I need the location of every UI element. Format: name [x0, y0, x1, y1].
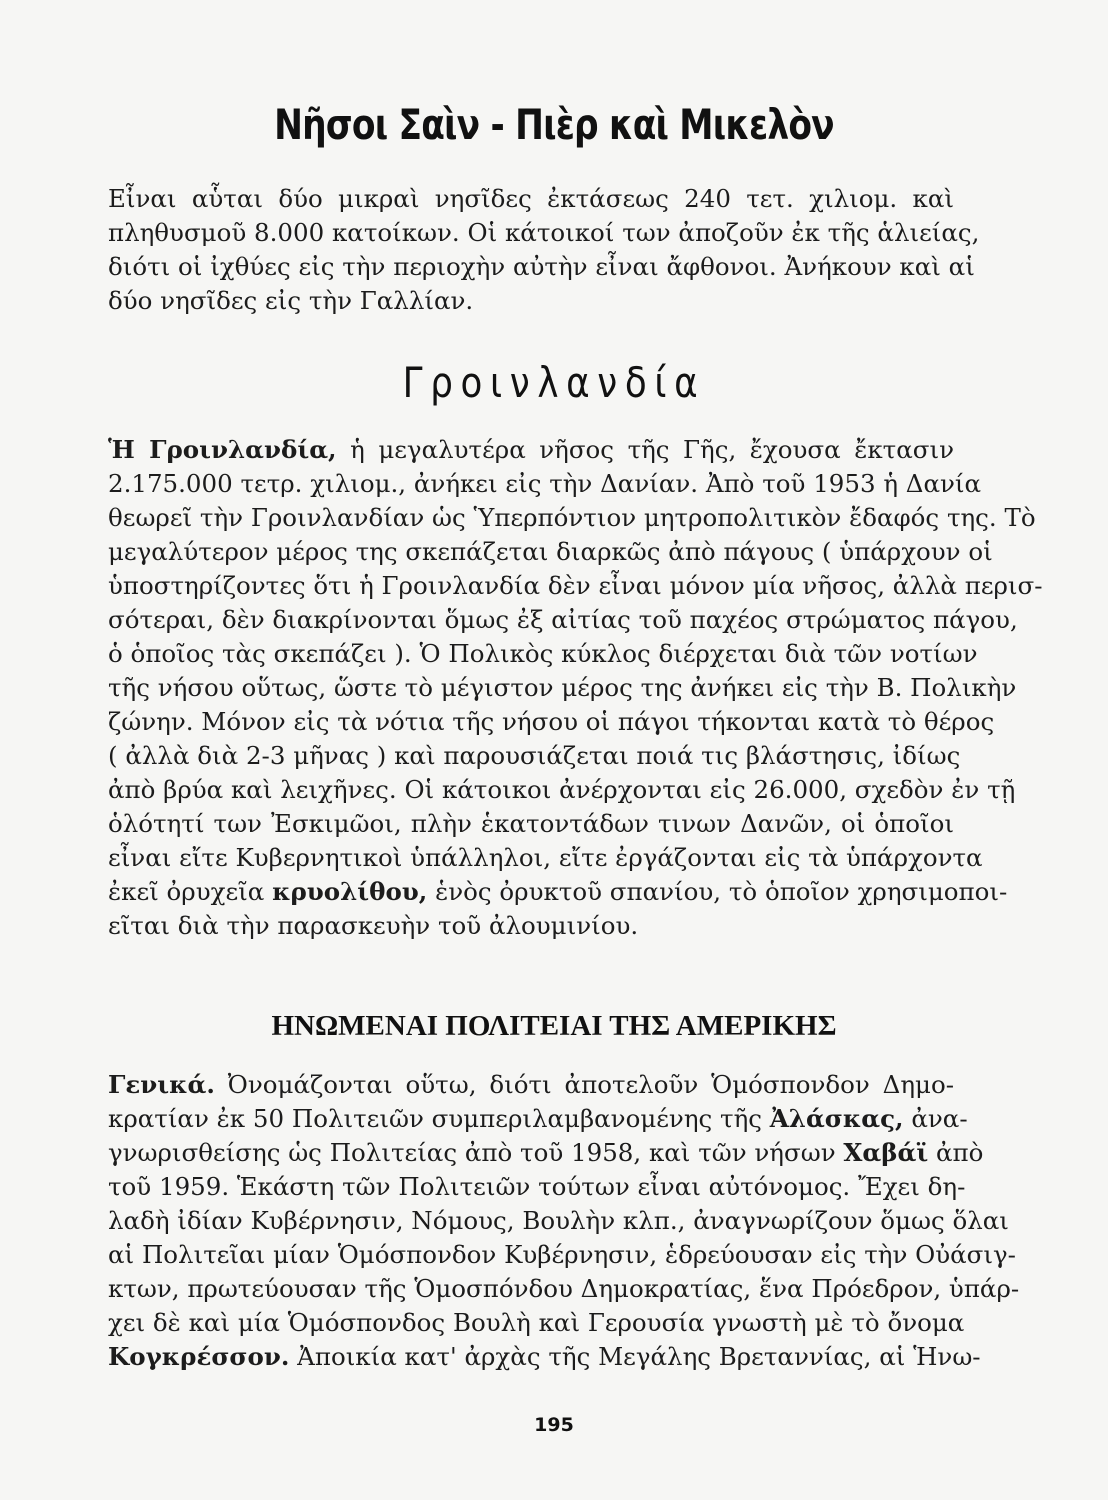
text-line: σότεραι, δὲν διακρίνονται ὅμως ἐξ αἰτίας τοῦ παχέος στρώματος πάγου,	[108, 605, 1018, 634]
text-line	[108, 1340, 981, 1374]
text-line: μεγαλύτερον μέρος της σκεπάζεται διαρκῶς ἀπὸ πάγους ( ὑπάρχουν οἱ	[108, 537, 993, 566]
paragraph-greenland	[108, 433, 1043, 943]
text-line: ὁλότητί των Ἐσκιμῶοι, πλὴν ἑκατοντάδων τινων Δανῶν, οἱ ὁποῖοι	[108, 809, 954, 838]
page-number: 195	[534, 1414, 574, 1436]
text-line: 2.175.000 τετρ. χιλιομ., ἀνήκει εἰς τὴν Δανίαν. Ἀπὸ τοῦ 1953 ἡ Δανία	[108, 469, 982, 498]
text-run: κρατίαν ἐκ 50 Πολιτειῶν συμπεριλαμβανομένης τῆς	[108, 1104, 770, 1133]
text-run: ἀνα-	[903, 1104, 968, 1133]
text-run: ἐκεῖ ὀρυχεῖα	[108, 877, 273, 906]
section-title-saint-pierre: Νῆσοι Σαὶν - Πιὲρ καὶ Μικελὸν	[274, 100, 834, 149]
text-line: πληθυσμοῦ 8.000 κατοίκων. Οἱ κάτοικοί των ἀποζοῦν ἐκ τῆς ἁλιείας,	[108, 218, 980, 247]
text-line	[108, 1136, 984, 1170]
bold-term: Κογκρέσσον.	[108, 1342, 290, 1371]
text-run: Ὀνομάζονται οὕτω, διότι ἀποτελοῦν Ὁμόσπονδον Δημο-	[214, 1070, 954, 1099]
text-run: ἑνὸς ὀρυκτοῦ σπανίου, τὸ ὁποῖον χρησιμοποι-	[427, 877, 1008, 906]
text-run: ἀπὸ	[928, 1138, 984, 1167]
text-line: ζώνην. Μόνον εἰς τὰ νότια τῆς νήσου οἱ πάγοι τήκονται κατὰ τὸ θέρος	[108, 707, 995, 736]
text-line	[108, 875, 1008, 909]
text-line: διότι οἱ ἰχθύες εἰς τὴν περιοχὴν αὐτὴν εἶναι ἄφθονοι. Ἀνήκουν καὶ αἱ	[108, 252, 975, 281]
paragraph-saint-pierre	[108, 182, 980, 318]
text-run: ἡ μεγαλυτέρα νῆσος τῆς Γῆς, ἔχουσα ἔκτασιν	[336, 435, 954, 464]
text-line: ὁ ὁποῖος τὰς σκεπάζει ). Ὁ Πολικὸς κύκλος διέρχεται διὰ τῶν νοτίων	[108, 639, 978, 668]
bold-term: Ἡ Γροινλανδία,	[108, 435, 337, 464]
bold-term: Ἀλάσκας,	[769, 1104, 904, 1133]
text-line: ( ἀλλὰ διὰ 2-3 μῆνας ) καὶ παρουσιάζεται ποιά τις βλάστησις, ἰδίως	[108, 741, 961, 770]
text-line: ἀπὸ βρύα καὶ λειχῆνες. Οἱ κάτοικοι ἀνέρχονται εἰς 26.000, σχεδὸν ἐν τῇ	[108, 775, 1016, 804]
text-line: αἱ Πολιτεῖαι μίαν Ὁμόσπονδον Κυβέρνησιν, ἑδρεύουσαν εἰς τὴν Οὐάσιγ-	[108, 1240, 1016, 1269]
text-line: χει δὲ καὶ μία Ὁμόσπονδος Βουλὴ καὶ Γερουσία γνωστὴ μὲ τὸ ὄνομα	[108, 1308, 965, 1337]
text-line: τοῦ 1959. Ἑκάστη τῶν Πολιτειῶν τούτων εἶναι αὐτόνομος. Ἔχει δη-	[108, 1172, 966, 1201]
text-line: εῖται διὰ τὴν παρασκευὴν τοῦ ἀλουμινίου.	[108, 911, 639, 940]
text-line: εἶναι εἴτε Κυβερνητικοὶ ὑπάλληλοι, εἴτε ἐργάζονται εἰς τὰ ὑπάρχοντα	[108, 843, 983, 872]
paragraph-usa	[108, 1068, 1020, 1374]
text-line: θεωρεῖ τὴν Γροινλανδίαν ὡς Ὑπερπόντιον μητροπολιτικὸν ἔδαφός της. Τὸ	[108, 503, 1036, 532]
text-line	[108, 1102, 968, 1136]
text-line: ὑποστηρίζοντες ὅτι ἡ Γροινλανδία δὲν εἶναι μόνον μία νῆσος, ἀλλὰ περισ-	[108, 571, 1043, 600]
text-line	[108, 433, 954, 467]
section-title-greenland: Γροινλανδία	[402, 358, 706, 407]
text-line: Εἶναι αὗται δύο μικραὶ νησῖδες ἐκτάσεως 240 τετ. χιλιομ. καὶ	[108, 184, 954, 213]
text-run: Ἀποικία κατ' ἀρχὰς τῆς Μεγάλης Βρεταννίας, αἱ Ἡνω-	[289, 1342, 981, 1371]
bold-term: κρυολίθου,	[272, 877, 428, 906]
text-line	[108, 1068, 954, 1102]
text-line: δύο νησῖδες εἰς τὴν Γαλλίαν.	[108, 286, 474, 315]
bold-term: Χαβάϊ	[843, 1138, 929, 1167]
bold-term: Γενικά.	[108, 1070, 215, 1099]
text-run: γνωρισθείσης ὡς Πολιτείας ἀπὸ τοῦ 1958, καὶ τῶν νήσων	[108, 1138, 844, 1167]
section-title-usa: ΗΝΩΜΕΝΑΙ ΠΟΛΙΤΕΙΑΙ ΤΗΣ ΑΜΕΡΙΚΗΣ	[271, 1010, 837, 1042]
text-line: κτων, πρωτεύουσαν τῆς Ὁμοσπόνδου Δημοκρατίας, ἕνα Πρόεδρον, ὑπάρ-	[108, 1274, 1020, 1303]
text-line: λαδὴ ἰδίαν Κυβέρνησιν, Νόμους, Βουλὴν κλπ., ἀναγνωρίζουν ὅμως ὅλαι	[108, 1206, 1009, 1235]
text-line: τῆς νήσου οὕτως, ὥστε τὸ μέγιστον μέρος της ἀνήκει εἰς τὴν Β. Πολικὴν	[108, 673, 1017, 702]
